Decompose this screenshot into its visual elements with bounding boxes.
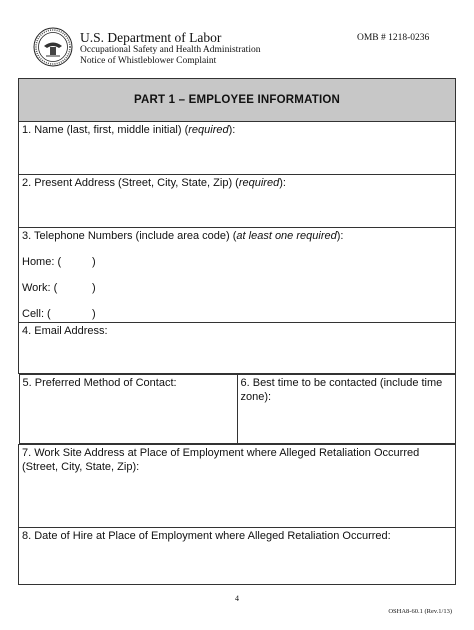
work-phone-label: Work: ( — [22, 282, 58, 294]
home-phone-close: ) — [92, 256, 96, 268]
best-time-label: 6. Best time to be contacted (include time zone): — [240, 377, 443, 403]
worksite-address-field[interactable] — [19, 445, 456, 528]
work-phone-close: ) — [92, 282, 96, 294]
document-header — [0, 0, 474, 76]
phone-label-end: ): — [336, 230, 344, 242]
part-title: PART 1 – EMPLOYEE INFORMATION — [19, 79, 456, 122]
hire-date-label: 8. Date of Hire at Place of Employment where Alleged Retaliation Occurred: — [22, 530, 391, 542]
work-phone-line[interactable] — [22, 281, 452, 295]
cell-phone-label: Cell: ( — [22, 308, 51, 320]
address-field[interactable] — [19, 175, 456, 228]
phone-required: at least one required — [236, 230, 337, 242]
hire-date-field[interactable] — [19, 528, 456, 585]
address-label-end: ): — [279, 177, 286, 189]
form-number: OSHA8-60.1 (Rev.1/13) — [388, 608, 452, 615]
email-field[interactable] — [19, 323, 456, 374]
preferred-contact-label: 5. Preferred Method of Contact: — [22, 377, 177, 389]
address-label: 2. Present Address (Street, City, State, Zip) ( — [22, 177, 239, 189]
form-title: Notice of Whistleblower Complaint — [80, 56, 217, 66]
page-number: 4 — [235, 594, 239, 603]
home-phone-line[interactable] — [22, 255, 452, 269]
cell-phone-line[interactable] — [22, 307, 452, 321]
best-time-field[interactable] — [237, 375, 455, 444]
agency-name: U.S. Department of Labor — [80, 30, 222, 45]
employee-information-form — [18, 78, 456, 585]
name-label: 1. Name (last, first, middle initial) ( — [22, 124, 189, 136]
address-required: required — [238, 177, 280, 189]
phone-label: 3. Telephone Numbers (include area code) ( — [22, 230, 237, 242]
worksite-address-label: 7. Work Site Address at Place of Employment where Alleged Retaliation Occurred (Street, City, State, Zip): — [22, 447, 420, 473]
name-label-end: ): — [228, 124, 236, 136]
email-label: 4. Email Address: — [22, 325, 108, 337]
name-required: required — [188, 124, 229, 136]
home-phone-label: Home: ( — [22, 256, 62, 268]
phone-field[interactable] — [19, 228, 456, 323]
omb-number: OMB # 1218-0236 — [357, 33, 430, 43]
contact-row — [19, 374, 456, 445]
agency-block — [80, 30, 260, 67]
sub-agency-name: Occupational Safety and Health Administration — [80, 45, 261, 55]
name-field[interactable] — [19, 122, 456, 175]
department-seal-icon — [33, 27, 73, 67]
cell-phone-close: ) — [92, 308, 96, 320]
preferred-contact-field[interactable] — [19, 375, 237, 444]
